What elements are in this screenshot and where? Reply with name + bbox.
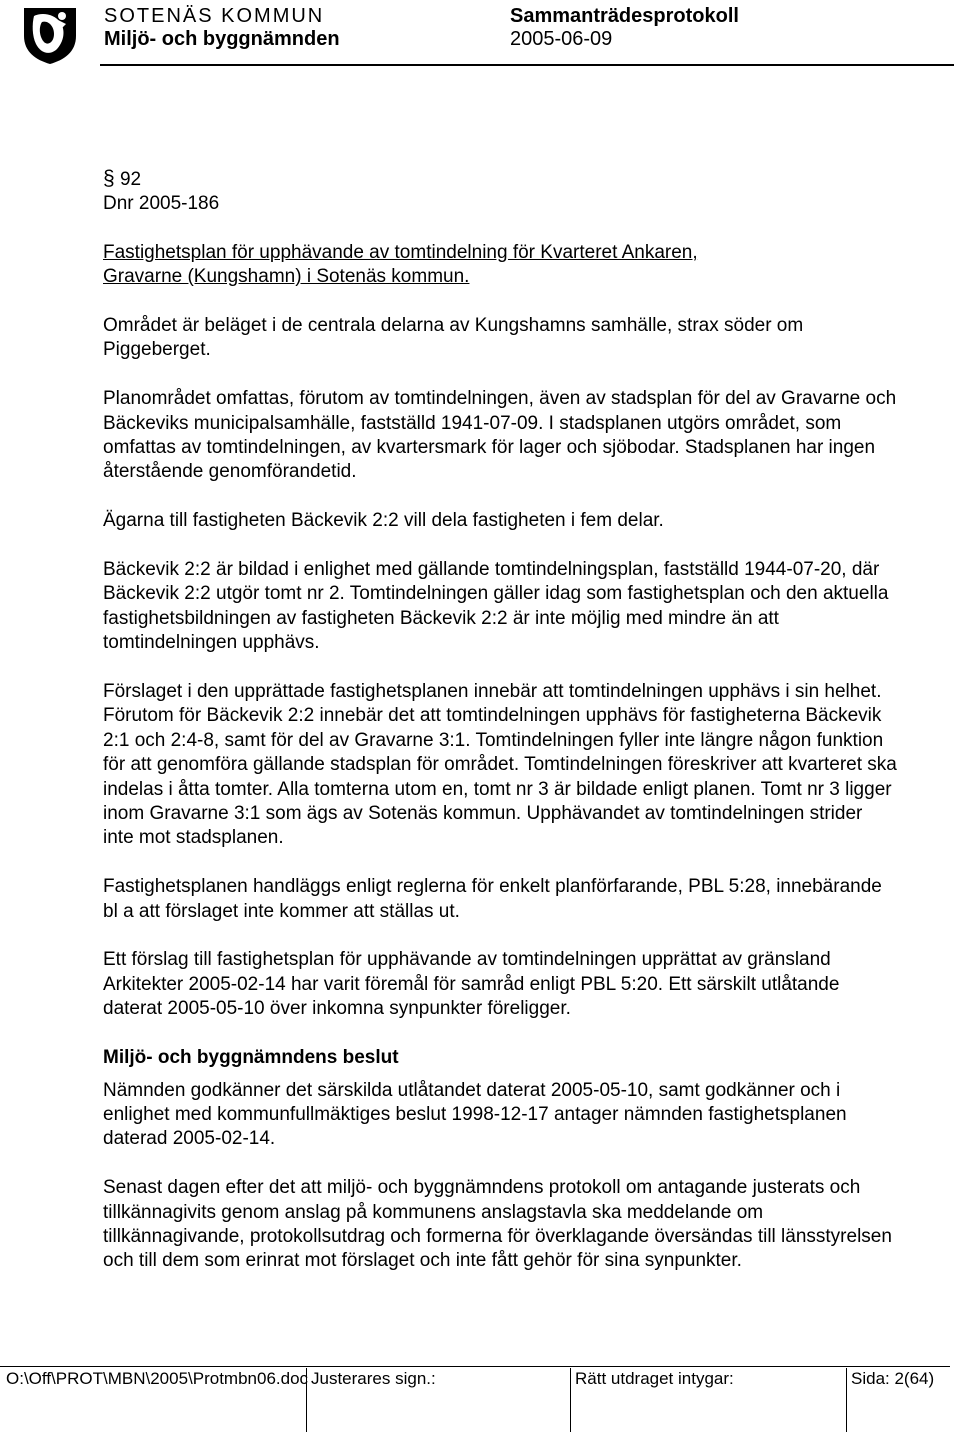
footer-justeras: Justerares sign.: — [306, 1368, 573, 1432]
section-number — [103, 167, 898, 192]
document-type: Sammanträdesprotokoll — [510, 5, 739, 27]
section-sign: § — [103, 167, 115, 190]
decision-heading: Miljö- och byggnämndens beslut — [103, 1047, 399, 1069]
decision-paragraph-notice: Senast dagen efter det att miljö- och byggnämndens protokoll om antagande justerats och tillkännagivits genom anslag på kommunens anslagstavla ska meddelande om tillkännagivande, protokollsutdrag och formerna för överklagande översändas till länsstyrelsen och till dem som erinrat mot förslaget och inte fått gehör för sina synpunkter. — [103, 1177, 892, 1272]
paragraph-location: Området är beläget i de centrala delarna av Kungshamns samhälle, strax söder om Piggeberget. — [103, 315, 804, 361]
paragraph-procedure: Fastighetsplanen handläggs enligt reglerna för enkelt planförfarande, PBL 5:28, innebärande bl a att förslaget inte kommer att ställas ut. — [103, 876, 882, 922]
case-number: Dnr 2005-186 — [103, 193, 220, 215]
municipality-crest-icon — [18, 2, 82, 66]
paragraph-proposal: Förslaget i den upprättade fastighetsplanen innebär att tomtindelningen upphävs i sin helhet. Förutom för Bäckevik 2:2 innebär det att tomtindelningen upphävs för fastigheterna Bäckevik 2:1 och 2:4-8, samt för del av Gravarne 3:1. Tomtindelningen fyller inte längre någon funktion för att genomföra gällande stadsplan för området. Tomtindelningen föreskriver att kvarteret ska indelas i åtta tomter. Alla tomterna utom en, tomt nr 3 är bildade enligt planen. Tomt nr 3 ligger inom Gravarne 3:1 som ägs av Sotenäs kommun. Upphävandet av tomtindelningen strider inte mot stadsplanen. — [103, 681, 897, 849]
section-title-line-2: Gravarne (Kungshamn) i Sotenäs kommun. — [103, 266, 470, 288]
paragraph-property: Bäckevik 2:2 är bildad i enlighet med gällande tomtindelningsplan, fastställd 1944-07-20, där Bäckevik 2:2 utgör tomt nr 2. Tomtindelningen gäller idag som fastighetsplan och den aktuella fastighetsbildningen av fastigheten Bäckevik 2:2 är inte möjlig med mindre än att tomtindelningen upphävs. — [103, 559, 889, 654]
paragraph-consultation: Ett förslag till fastighetsplan för upphävande av tomtindelningen upprättat av gränsland Arkitekter 2005-02-14 har varit föremål för samråd enligt PBL 5:20. Ett särskilt utlåtande daterat 2005-05-10 över inkomna synpunkter föreligger. — [103, 949, 840, 1020]
paragraph-plan-area: Planområdet omfattas, förutom av tomtindelningen, även av stadsplan för del av Gravarne och Bäckeviks municipalsamhälle, fastställd 1941-07-09. I stadsplanen utgörs området, som omfattas av tomtindelningen, av kvartersmark för lager och sjöbodar. Stadsplanen har ingen återstående genomförandetid. — [103, 388, 897, 483]
document-body — [103, 167, 898, 1274]
board-name: Miljö- och byggnämnden — [104, 28, 340, 50]
footer-page-number: Sida: 2(64) — [846, 1368, 951, 1432]
paragraph-owners: Ägarna till fastigheten Bäckevik 2:2 vill dela fastigheten i fem delar. — [103, 510, 664, 532]
footer-utdrag: Rätt utdraget intygar: — [570, 1368, 845, 1432]
section-number-value: 92 — [119, 169, 142, 190]
meeting-date: 2005-06-09 — [510, 28, 613, 50]
decision-paragraph-approval: Nämnden godkänner det särskilda utlåtandet daterat 2005-05-10, samt godkänner och i enlighet med kommunfullmäktiges beslut 1998-12-17 antager nämnden fastighetsplanen daterad 2005-02-14. — [103, 1079, 847, 1150]
organization-name: SOTENÄS KOMMUN — [104, 5, 325, 27]
header-divider — [100, 64, 954, 66]
section-title-line-1: Fastighetsplan för upphävande av tomtindelning för Kvarteret Ankaren, — [103, 241, 698, 263]
footer-file-path: O:\Off\PROT\MBN\2005\Protmbn06.doc — [6, 1369, 309, 1388]
footer-divider — [0, 1366, 950, 1367]
